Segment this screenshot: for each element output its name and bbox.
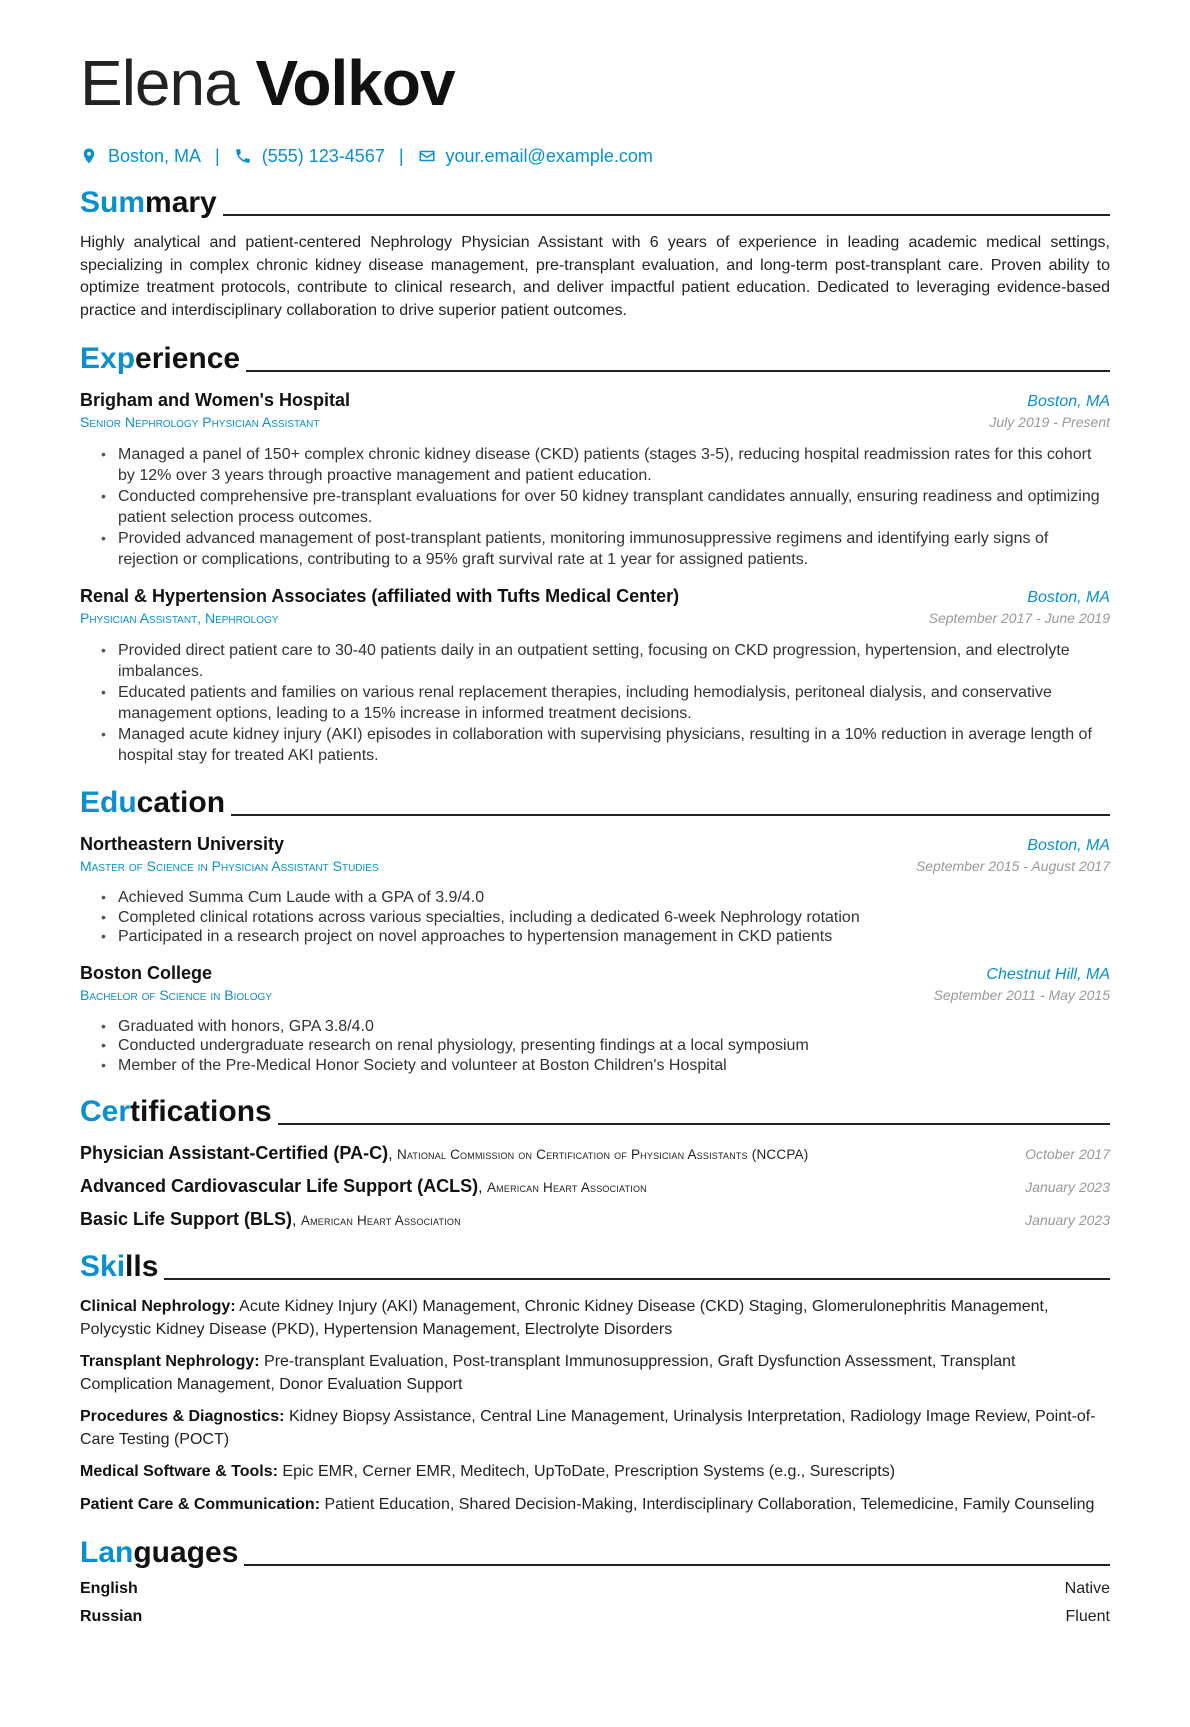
email-link[interactable]: your.email@example.com — [445, 145, 653, 166]
entry-location: Boston, MA — [1027, 393, 1110, 410]
certification-item: Physician Assistant-Certified (PA-C), National Commission on Certification of Physician Assistants (NCCPA) October 2017 — [80, 1143, 1110, 1163]
resume-page — [0, 44, 1190, 1727]
contact-line — [80, 144, 1110, 168]
skill-label: Patient Care & Communication: — [80, 1495, 321, 1513]
last-name: Volkov — [255, 47, 455, 119]
contact-phone[interactable] — [234, 146, 385, 167]
section-rule — [164, 1278, 1110, 1280]
entry-dates: September 2011 - May 2015 — [933, 986, 1110, 1003]
entry-dates: July 2019 - Present — [989, 414, 1110, 430]
skill-text: Pre-transplant Evaluation, Post-transplant Immunosuppression, Graft Dysfunction Assessment, Transplant Complication Management, Donor Evaluation Support — [80, 1353, 1016, 1393]
section-title: Languages — [80, 1536, 239, 1569]
skills-list — [80, 1296, 1110, 1516]
contact-separator: | — [215, 145, 220, 166]
entry-dates: September 2015 - August 2017 — [915, 858, 1110, 874]
skill-text: Patient Education, Shared Decision-Making, Interdisciplinary Collaboration, Telemedicine, Family Counseling — [324, 1495, 1095, 1513]
section-title: Summary — [80, 186, 217, 219]
list-item: • Managed acute kidney injury (AKI) episodes in collaboration with supervising physicians, resulting in a 10% reduction in average length of hospital stay for treated AKI patients. — [118, 724, 1110, 766]
cert-issuer: American Heart Association — [300, 1213, 461, 1228]
skill-group — [80, 1406, 1110, 1451]
list-item: • Completed clinical rotations across various specialties, including a dedicated 6-week Nephrology rotation — [118, 908, 1110, 928]
skill-group — [80, 1296, 1110, 1341]
section-education-heading — [80, 784, 1110, 820]
list-item: • Graduated with honors, GPA 3.8/4.0 — [118, 1017, 1110, 1037]
language-name: Russian — [80, 1608, 143, 1625]
skill-text: Kidney Biopsy Assistance, Central Line Management, Urinalysis Interpretation, Radiology Image Review, Point-of-Care Testing (POCT) — [80, 1408, 1096, 1448]
contact-location — [80, 146, 201, 167]
contact-email[interactable] — [418, 146, 653, 167]
list-item: • Managed a panel of 150+ complex chronic kidney disease (CKD) patients (stages 3-5), reducing hospital readmission rates for this cohort by 12% over 3 years through proactive management and patient education. — [118, 444, 1110, 486]
certifications-list — [80, 1143, 1110, 1230]
skill-group — [80, 1351, 1110, 1396]
phone-text[interactable]: (555) 123-4567 — [261, 145, 385, 166]
experience-entry — [80, 586, 1110, 766]
summary-text: Highly analytical and patient-centered Nephrology Physician Assistant with 6 years of experience in leading academic medical settings, specializing in complex chronic kidney disease management, pre-transplant evaluation, and long-term post-transplant care. Proven ability to optimize treatment protocols, contribute to clinical research, and deliver impactful patient education. Dedicated to leveraging evidence-based practice and interdisciplinary collaboration to drive superior patient outcomes. — [80, 234, 1110, 319]
skill-label: Clinical Nephrology: — [80, 1298, 236, 1315]
language-name: English — [80, 1580, 138, 1597]
section-experience-heading — [80, 340, 1110, 376]
bullet-list — [80, 888, 1110, 947]
section-title: Education — [80, 786, 226, 819]
list-item: • Achieved Summa Cum Laude with a GPA of 3.9/4.0 — [118, 888, 1110, 908]
certification-item: Advanced Cardiovascular Life Support (ACLS), American Heart Association January 2023 — [80, 1176, 1110, 1196]
section-summary-heading — [80, 184, 1110, 220]
skill-group — [80, 1461, 1110, 1484]
section-rule — [244, 1564, 1110, 1566]
list-item: • Educated patients and families on various renal replacement therapies, including hemodialysis, peritoneal dialysis, and conservative management options, leading to a 15% increase in informed treatment decisions. — [118, 682, 1110, 724]
languages-list — [80, 1580, 1110, 1626]
school-name: Northeastern University — [80, 834, 285, 854]
education-entry — [80, 963, 1110, 1076]
employer-name: Renal & Hypertension Associates (affiliated with Tufts Medical Center) — [80, 586, 680, 606]
language-level: Fluent — [1065, 1608, 1110, 1625]
skill-label: Procedures & Diagnostics: — [80, 1408, 285, 1425]
entry-dates: September 2017 - June 2019 — [928, 610, 1110, 626]
entry-location: Boston, MA — [1027, 589, 1110, 606]
section-skills-heading — [80, 1248, 1110, 1284]
experience-entry — [80, 390, 1110, 570]
degree: Master of Science in Physician Assistant Studies — [80, 858, 379, 874]
list-item: • Conducted comprehensive pre-transplant evaluations for over 50 kidney transplant candidates annually, ensuring readiness and optimizing patient selection process outcomes. — [118, 486, 1110, 528]
degree: Bachelor of Science in Biology — [80, 986, 272, 1003]
section-title: Certifications — [80, 1095, 272, 1128]
section-rule — [231, 814, 1110, 816]
cert-issuer: American Heart Association — [486, 1180, 647, 1195]
cert-date: January 2023 — [1025, 1179, 1110, 1195]
bullet-list — [80, 444, 1110, 570]
resume-name — [80, 44, 1110, 122]
location-text: Boston, MA — [108, 145, 202, 166]
cert-date: January 2023 — [1025, 1212, 1110, 1228]
entry-location: Boston, MA — [1027, 837, 1110, 854]
list-item: • Member of the Pre-Medical Honor Society and volunteer at Boston Children's Hospital — [118, 1056, 1110, 1076]
language-item — [80, 1608, 1110, 1626]
map-pin-icon — [80, 147, 98, 165]
contact-separator: | — [398, 145, 404, 166]
cert-name: Basic Life Support (BLS) — [80, 1209, 293, 1229]
employer-name: Brigham and Women's Hospital — [80, 390, 350, 410]
section-rule — [246, 370, 1110, 372]
section-title: Experience — [80, 342, 241, 375]
cert-name: Physician Assistant-Certified (PA-C) — [80, 1143, 389, 1163]
first-name: Elena — [80, 47, 239, 119]
section-rule — [278, 1123, 1110, 1125]
cert-issuer: National Commission on Certification of Physician Assistants (NCCPA) — [396, 1147, 809, 1162]
skill-text: Epic EMR, Cerner EMR, Meditech, UpToDate, Prescription Systems (e.g., Surescripts) — [282, 1463, 896, 1480]
section-certifications-heading — [80, 1093, 1110, 1129]
school-name: Boston College — [80, 962, 213, 983]
bullet-list — [80, 640, 1110, 766]
cert-date: October 2017 — [1025, 1146, 1110, 1162]
language-item — [80, 1580, 1110, 1598]
list-item: • Conducted undergraduate research on renal physiology, presenting findings at a local symposium — [118, 1036, 1110, 1056]
education-entry — [80, 834, 1110, 947]
list-item: • Provided advanced management of post-transplant patients, monitoring immunosuppressive regimens and identifying early signs of rejection or complications, contributing to a 95% graft survival rate at 1 year for assigned patients. — [118, 528, 1110, 570]
entry-location: Chestnut Hill, MA — [986, 965, 1110, 983]
skill-text: Acute Kidney Injury (AKI) Management, Chronic Kidney Disease (CKD) Staging, Glomerulonephritis Management, Polycystic Kidney Disease (PKD), Hypertension Management, Electrolyte Disorders — [80, 1298, 1049, 1338]
section-rule — [223, 214, 1110, 216]
cert-name: Advanced Cardiovascular Life Support (ACLS) — [80, 1176, 479, 1196]
phone-icon — [234, 147, 252, 165]
job-title: Physician Assistant, Nephrology — [80, 610, 279, 626]
job-title: Senior Nephrology Physician Assistant — [80, 414, 320, 430]
section-title: Skills — [80, 1250, 159, 1283]
envelope-icon — [418, 147, 436, 165]
section-languages-heading — [80, 1534, 1110, 1570]
skill-label: Transplant Nephrology: — [80, 1353, 260, 1370]
list-item: • Participated in a research project on novel approaches to hypertension management in CKD patients — [118, 927, 1110, 947]
language-level: Native — [1064, 1580, 1110, 1597]
list-item: • Provided direct patient care to 30-40 patients daily in an outpatient setting, focusing on CKD progression, hypertension, and electrolyte imbalances. — [118, 640, 1110, 682]
bullet-list — [80, 1017, 1110, 1076]
certification-item: Basic Life Support (BLS), American Heart Association January 2023 — [80, 1209, 1110, 1229]
skill-label: Medical Software & Tools: — [80, 1463, 278, 1480]
skill-group — [80, 1494, 1110, 1517]
